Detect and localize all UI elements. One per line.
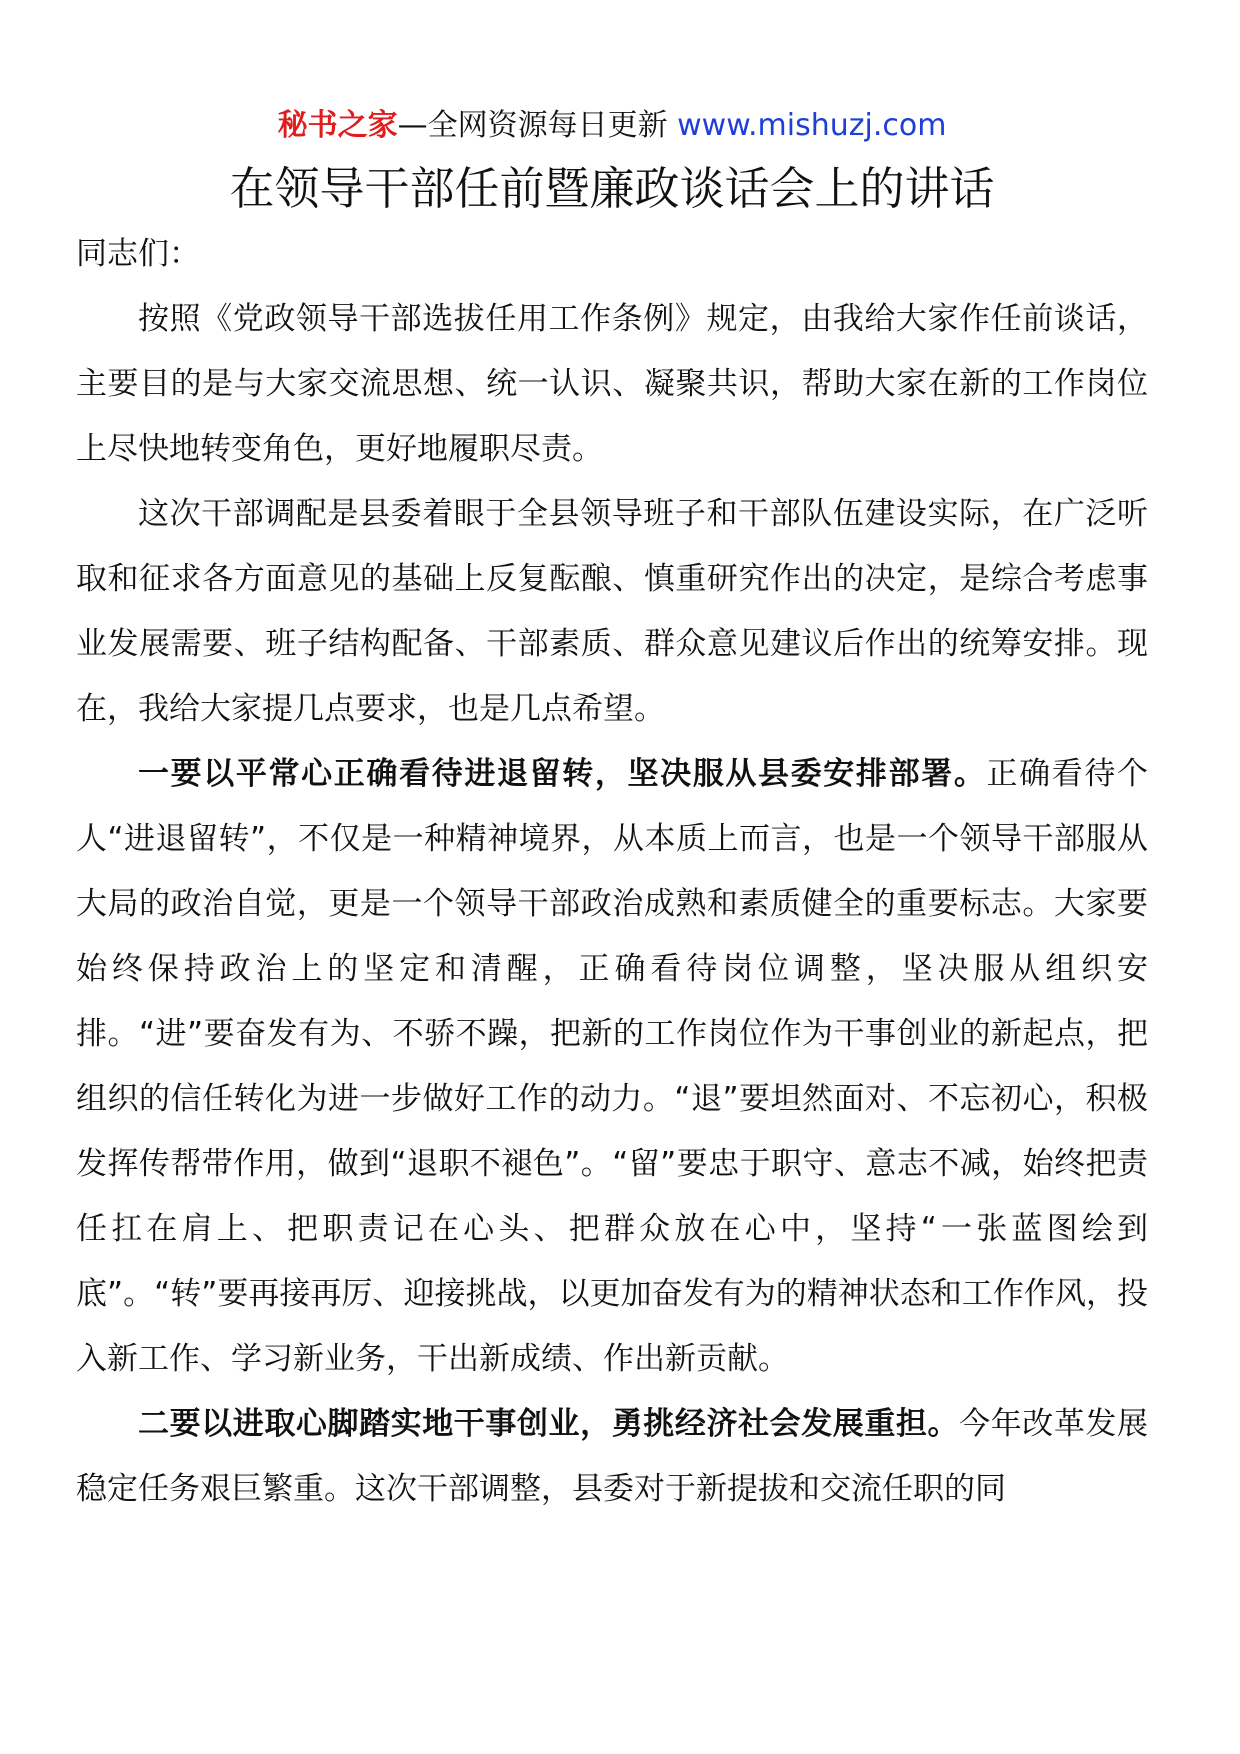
paragraph-1 [76, 287, 1148, 482]
site-watermark-header [76, 96, 1148, 156]
paragraph-4 [76, 1392, 1148, 1522]
salutation: 同志们： [76, 236, 200, 272]
site-tagline: —全网资源每日更新 [397, 108, 678, 143]
paragraph-text: 正确看待个人“进退留转”，不仅是一种精神境界，从本质上而言，也是一个领导干部服从大局的政治自觉，更是一个领导干部政治成熟和素质健全的重要标志。大家要始终保持政治上的坚定和清醒，正确看待岗位调整，坚决服从组织安排。“进”要奋发有为、不骄不躁，把新的工作岗位作为干事创业的新起点，把组织的信任转化为进一步做好工作的动力。“退”要坦然面对、不忘初心，积极发挥传帮带作用，做到“退职不褪色”。“留”要忠于职守、意志不减，始终把责任扛在肩上、把职责记在心头、把群众放在心中，坚持“一张蓝图绘到底”。“转”要再接再厉、迎接挑战，以更加奋发有为的精神状态和工作作风，投入新工作、学习新业务，干出新成绩、作出新贡献。 [76, 756, 1149, 1377]
paragraph-3 [76, 742, 1148, 1392]
document-title: 在领导干部任前暨廉政谈话会上的讲话 [229, 162, 995, 215]
paragraph-2 [76, 482, 1148, 742]
paragraph-text: 这次干部调配是县委着眼于全县领导班子和干部队伍建设实际，在广泛听取和征求各方面意见的基础上反复酝酿、慎重研究作出的决定，是综合考虑事业发展需要、班子结构配备、干部素质、群众意见建议后作出的统筹安排。现在，我给大家提几点要求，也是几点希望。 [76, 496, 1148, 727]
paragraph-lead-heading: 二要以进取心脚踏实地干事创业，勇挑经济社会发展重担。 [138, 1406, 960, 1442]
paragraph-text: 今年改革发展稳定任务艰巨繁重。这次干部调整，县委对于新提拔和交流任职的同 [76, 1406, 1149, 1507]
site-brand: 秘书之家 [277, 108, 398, 143]
site-url-link[interactable]: www.mishuzj.com [677, 108, 947, 143]
paragraph-lead-heading: 一要以平常心正确看待进退留转，坚决服从县委安排部署。 [138, 756, 987, 792]
document-page [76, 96, 1148, 1522]
paragraph-text: 按照《党政领导干部选拔任用工作条例》规定，由我给大家作任前谈话，主要目的是与大家交流思想、统一认识、凝聚共识，帮助大家在新的工作岗位上尽快地转变角色，更好地履职尽责。 [76, 301, 1148, 467]
